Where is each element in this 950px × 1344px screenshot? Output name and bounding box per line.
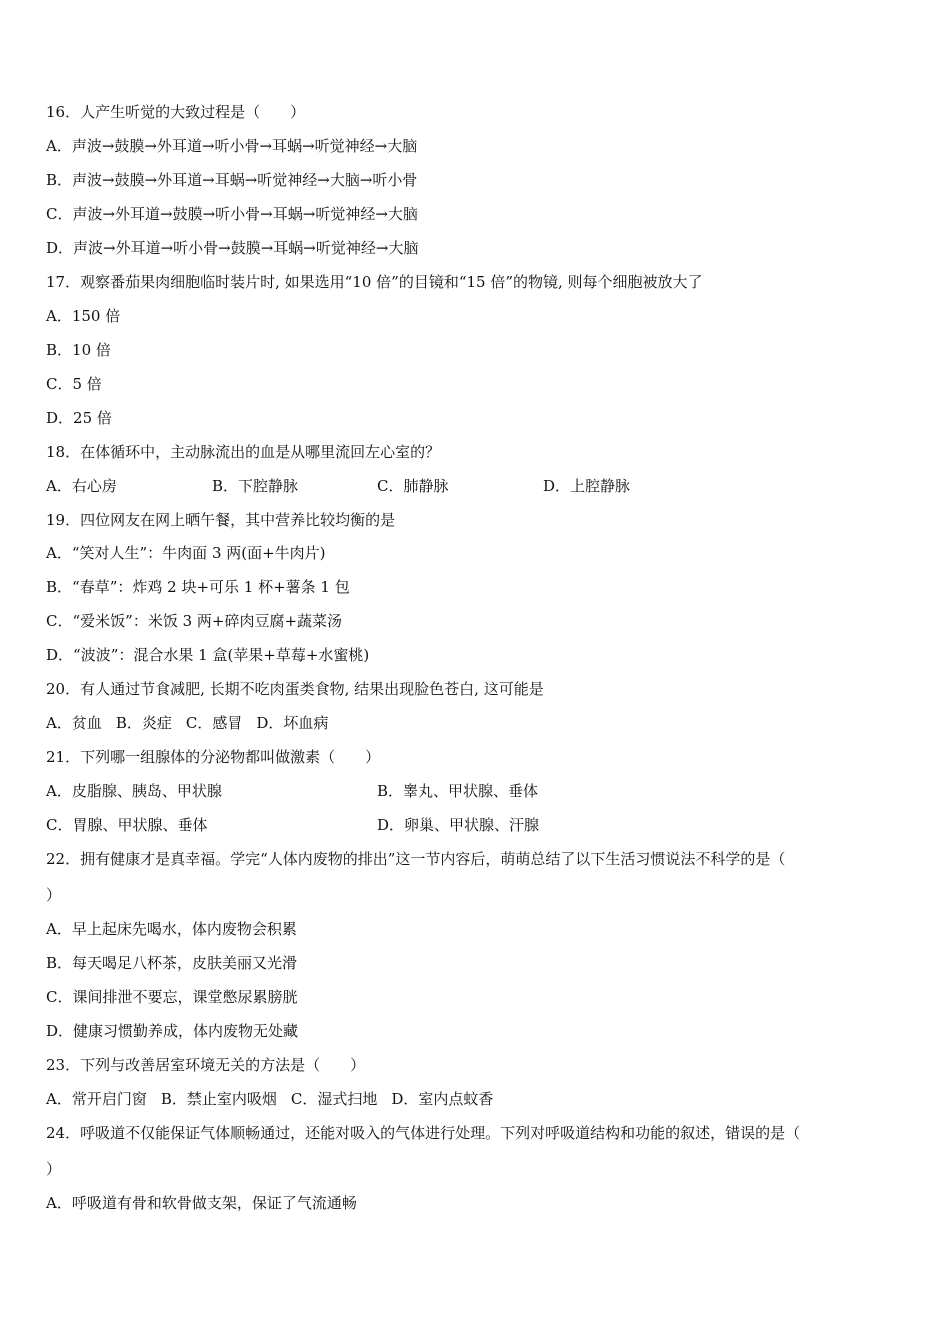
- option-b: B．下腔静脉: [212, 477, 299, 495]
- option-d: D．卵巢、甲状腺、汗腺: [377, 816, 540, 834]
- option-b: B．禁止室内吸烟: [160, 1090, 277, 1108]
- option-d: D．声波→外耳道→听小骨→鼓膜→耳蜗→听觉神经→大脑: [46, 239, 419, 257]
- question-stem-continuation: ）: [46, 1160, 62, 1178]
- option-a: A．早上起床先喝水，体内废物会积累: [46, 920, 297, 938]
- option-b: B．“春草”：炸鸡 2 块+可乐 1 杯+薯条 1 包: [46, 578, 350, 596]
- option-d: D．25 倍: [46, 409, 112, 427]
- question-stem: 18．在体循环中，主动脉流出的血是从哪里流回左心室的？: [46, 443, 441, 461]
- question-stem: 16．人产生听觉的大致过程是（ ）: [46, 103, 306, 121]
- question-stem: 20．有人通过节食减肥, 长期不吃肉蛋类食物, 结果出现脸色苍白, 这可能是: [46, 680, 544, 698]
- option-d: D．“波波”：混合水果 1 盒(苹果+草莓+水蜜桃): [46, 646, 370, 664]
- option-a: A．右心房: [46, 477, 117, 495]
- question-stem: 21．下列哪一组腺体的分泌物都叫做激素（ ）: [46, 748, 381, 766]
- option-a: A．常开启门窗: [46, 1090, 147, 1108]
- option-b: B．睾丸、甲状腺、垂体: [377, 782, 539, 800]
- option-c: C．5 倍: [46, 375, 102, 393]
- question-stem: 19．四位网友在网上晒午餐，其中营养比较均衡的是: [46, 511, 396, 529]
- question-stem-continuation: ）: [46, 886, 62, 904]
- option-a: A．呼吸道有骨和软骨做支架，保证了气流通畅: [46, 1194, 357, 1212]
- option-a: A．贫血: [46, 714, 102, 732]
- question-stem: 17．观察番茄果肉细胞临时装片时, 如果选用“10 倍”的目镜和“15 倍”的物镜, 则每个细胞被放大了: [46, 273, 703, 291]
- option-c: C．湿式扫地: [290, 1090, 378, 1108]
- options-row: [46, 1089, 507, 1109]
- question-stem: 24．呼吸道不仅能保证气体顺畅通过，还能对吸入的气体进行处理。下列对呼吸道结构和功能的叙述，错误的是（: [46, 1124, 801, 1142]
- option-d: D．上腔静脉: [543, 477, 631, 495]
- option-c: C．肺静脉: [377, 477, 449, 495]
- option-d: D．室内点蚊香: [391, 1090, 494, 1108]
- option-a: A．“笑对人生”：牛肉面 3 两(面+牛肉片): [46, 544, 326, 562]
- question-stem: 23．下列与改善居室环境无关的方法是（ ）: [46, 1056, 366, 1074]
- option-d: D．健康习惯勤养成，体内废物无处藏: [46, 1022, 299, 1040]
- option-b: B．炎症: [115, 714, 172, 732]
- option-b: B．10 倍: [46, 341, 111, 359]
- option-c: C．声波→外耳道→鼓膜→听小骨→耳蜗→听觉神经→大脑: [46, 205, 418, 223]
- option-a: A．皮脂腺、胰岛、甲状腺: [46, 782, 222, 800]
- option-a: A．声波→鼓膜→外耳道→听小骨→耳蜗→听觉神经→大脑: [46, 137, 418, 155]
- option-c: C．感冒: [185, 714, 243, 732]
- option-b: B．声波→鼓膜→外耳道→耳蜗→听觉神经→大脑→听小骨: [46, 171, 418, 189]
- option-c: C．“爱米饭”：米饭 3 两+碎肉豆腐+蔬菜汤: [46, 612, 343, 630]
- option-c: C．课间排泄不要忘，课堂憋尿累膀胱: [46, 988, 298, 1006]
- options-row: [46, 713, 342, 733]
- question-stem: 22．拥有健康才是真幸福。学完“人体内废物的排出”这一节内容后，萌萌总结了以下生活习惯说法不科学的是（: [46, 850, 786, 868]
- option-b: B．每天喝足八杯茶，皮肤美丽又光滑: [46, 954, 298, 972]
- option-c: C．胃腺、甲状腺、垂体: [46, 816, 208, 834]
- option-d: D．坏血病: [256, 714, 329, 732]
- option-a: A．150 倍: [46, 307, 121, 325]
